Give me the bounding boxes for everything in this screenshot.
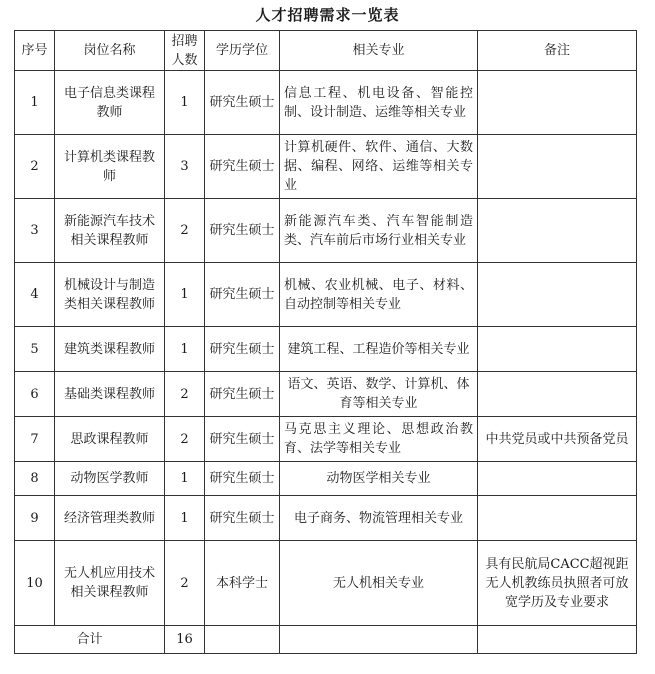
row-position: 经济管理类教师 bbox=[55, 496, 165, 541]
document-title: 人才招聘需求一览表 bbox=[255, 6, 400, 24]
row-position: 新能源汽车技术相关课程教师 bbox=[55, 199, 165, 263]
table-row bbox=[15, 462, 637, 496]
row-degree: 研究生硕士 bbox=[205, 372, 280, 417]
row-major: 无人机相关专业 bbox=[280, 541, 478, 626]
row-degree: 研究生硕士 bbox=[205, 199, 280, 263]
row-index: 1 bbox=[15, 71, 55, 135]
row-position: 建筑类课程教师 bbox=[55, 327, 165, 372]
row-major: 机械、农业机械、电子、材料、自动控制等相关专业 bbox=[280, 263, 478, 327]
row-count: 2 bbox=[165, 417, 205, 462]
header-index: 序号 bbox=[15, 31, 55, 71]
row-notes: 具有民航局CACC超视距无人机教练员执照者可放宽学历及专业要求 bbox=[478, 541, 637, 626]
total-label: 合计 bbox=[15, 626, 165, 654]
total-empty-cell bbox=[280, 626, 478, 654]
row-count: 1 bbox=[165, 327, 205, 372]
row-position: 动物医学教师 bbox=[55, 462, 165, 496]
row-degree: 本科学士 bbox=[205, 541, 280, 626]
row-degree: 研究生硕士 bbox=[205, 263, 280, 327]
row-count: 1 bbox=[165, 263, 205, 327]
header-position: 岗位名称 bbox=[55, 31, 165, 71]
row-index: 4 bbox=[15, 263, 55, 327]
table-row bbox=[15, 71, 637, 135]
row-count: 2 bbox=[165, 199, 205, 263]
row-position: 计算机类课程教师 bbox=[55, 135, 165, 199]
row-notes bbox=[478, 462, 637, 496]
row-position: 思政课程教师 bbox=[55, 417, 165, 462]
row-index: 3 bbox=[15, 199, 55, 263]
row-major: 动物医学相关专业 bbox=[280, 462, 478, 496]
header-count: 招聘人数 bbox=[165, 31, 205, 71]
table-row bbox=[15, 135, 637, 199]
table-row bbox=[15, 263, 637, 327]
row-index: 9 bbox=[15, 496, 55, 541]
row-count: 1 bbox=[165, 496, 205, 541]
table-row bbox=[15, 372, 637, 417]
table-header-row bbox=[15, 31, 637, 71]
header-major: 相关专业 bbox=[280, 31, 478, 71]
row-major: 信息工程、机电设备、智能控制、设计制造、运维等相关专业 bbox=[280, 71, 478, 135]
row-major: 新能源汽车类、汽车智能制造类、汽车前后市场行业相关专业 bbox=[280, 199, 478, 263]
row-position: 基础类课程教师 bbox=[55, 372, 165, 417]
row-position: 无人机应用技术相关课程教师 bbox=[55, 541, 165, 626]
row-index: 8 bbox=[15, 462, 55, 496]
total-empty-cell bbox=[478, 626, 637, 654]
row-major: 建筑工程、工程造价等相关专业 bbox=[280, 327, 478, 372]
row-major: 马克思主义理论、思想政治教育、法学等相关专业 bbox=[280, 417, 478, 462]
row-notes bbox=[478, 496, 637, 541]
row-degree: 研究生硕士 bbox=[205, 327, 280, 372]
total-count: 16 bbox=[165, 626, 205, 654]
row-count: 3 bbox=[165, 135, 205, 199]
row-index: 10 bbox=[15, 541, 55, 626]
table-row bbox=[15, 496, 637, 541]
row-notes bbox=[478, 71, 637, 135]
row-major: 电子商务、物流管理相关专业 bbox=[280, 496, 478, 541]
table-row bbox=[15, 541, 637, 626]
row-degree: 研究生硕士 bbox=[205, 417, 280, 462]
row-notes bbox=[478, 372, 637, 417]
row-degree: 研究生硕士 bbox=[205, 71, 280, 135]
table-row bbox=[15, 327, 637, 372]
row-notes: 中共党员或中共预备党员 bbox=[478, 417, 637, 462]
table-row bbox=[15, 199, 637, 263]
row-notes bbox=[478, 327, 637, 372]
row-degree: 研究生硕士 bbox=[205, 496, 280, 541]
row-index: 2 bbox=[15, 135, 55, 199]
table-row bbox=[15, 417, 637, 462]
row-count: 1 bbox=[165, 71, 205, 135]
row-major: 语文、英语、数学、计算机、体育等相关专业 bbox=[280, 372, 478, 417]
row-index: 5 bbox=[15, 327, 55, 372]
row-major: 计算机硬件、软件、通信、大数据、编程、网络、运维等相关专业 bbox=[280, 135, 478, 199]
recruitment-table bbox=[14, 30, 637, 654]
row-degree: 研究生硕士 bbox=[205, 135, 280, 199]
header-notes: 备注 bbox=[478, 31, 637, 71]
header-degree: 学历学位 bbox=[205, 31, 280, 71]
table-total-row bbox=[15, 626, 637, 654]
row-notes bbox=[478, 263, 637, 327]
row-notes bbox=[478, 199, 637, 263]
row-count: 2 bbox=[165, 372, 205, 417]
row-position: 电子信息类课程教师 bbox=[55, 71, 165, 135]
row-index: 6 bbox=[15, 372, 55, 417]
row-count: 1 bbox=[165, 462, 205, 496]
total-empty-cell bbox=[205, 626, 280, 654]
row-count: 2 bbox=[165, 541, 205, 626]
row-position: 机械设计与制造类相关课程教师 bbox=[55, 263, 165, 327]
row-degree: 研究生硕士 bbox=[205, 462, 280, 496]
row-notes bbox=[478, 135, 637, 199]
row-index: 7 bbox=[15, 417, 55, 462]
